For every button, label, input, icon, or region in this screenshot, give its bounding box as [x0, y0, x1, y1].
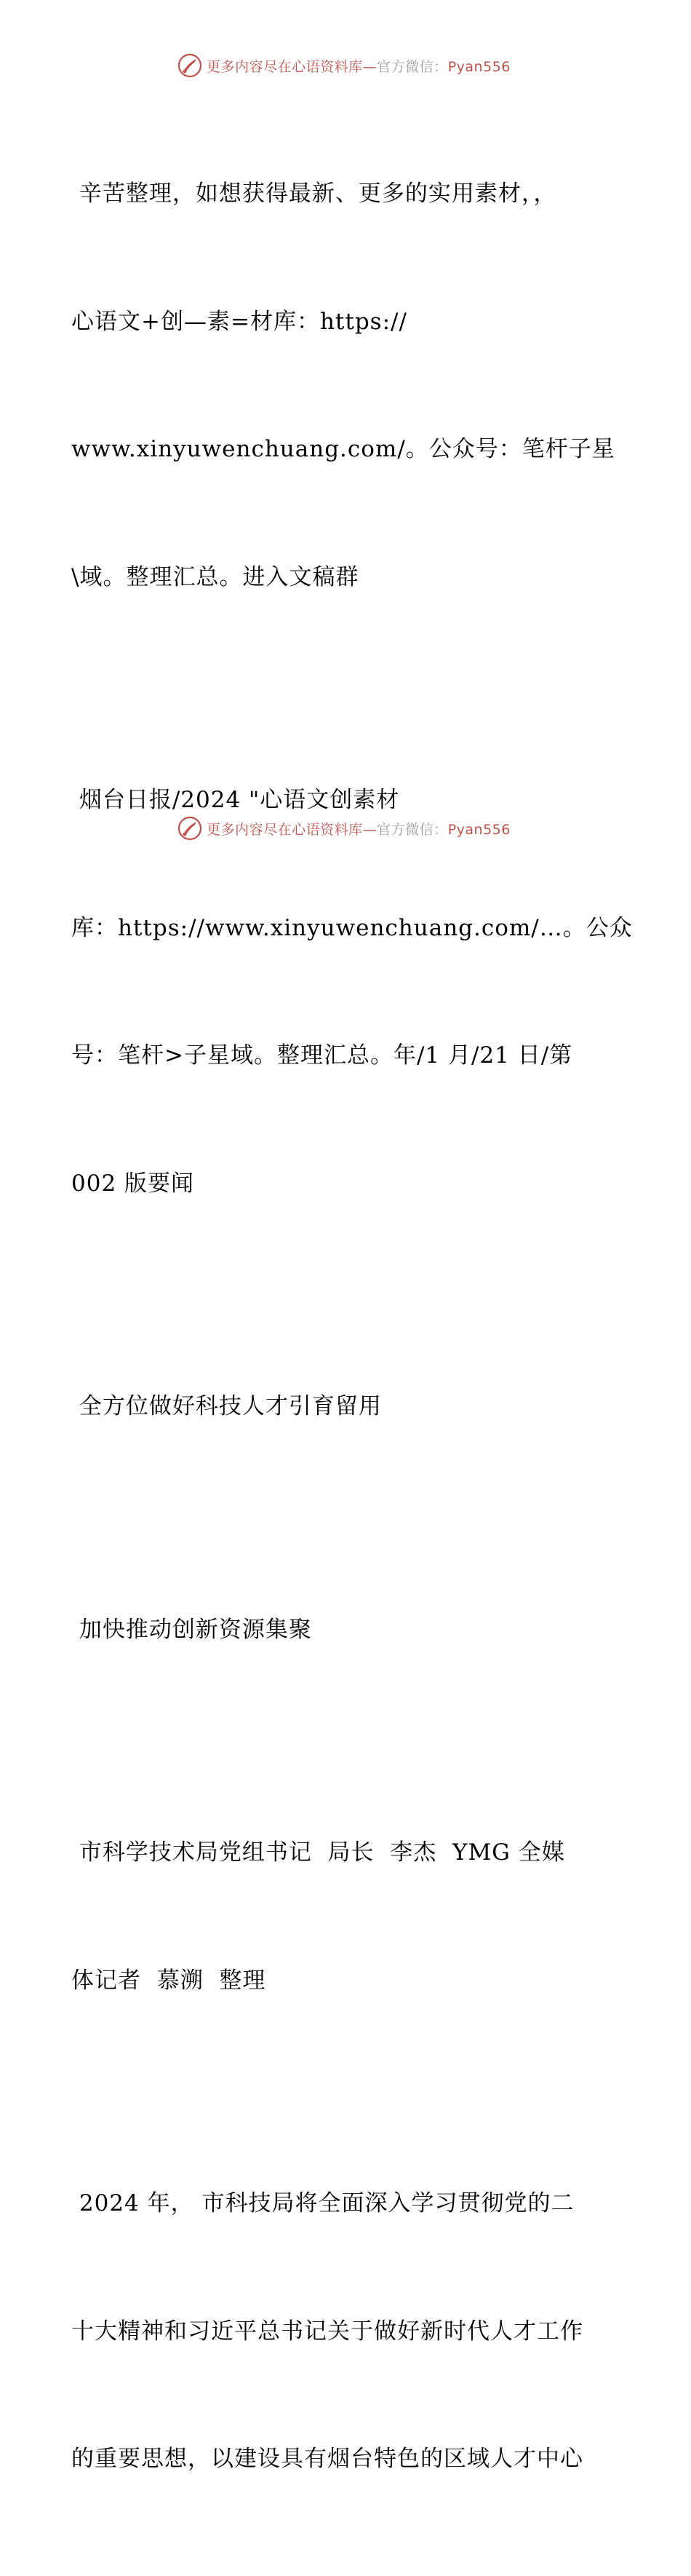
banner-dash: — — [362, 821, 378, 838]
banner-title: 更多内容尽在心语资料库 — [207, 58, 363, 75]
paragraph-intro — [71, 87, 624, 683]
header-banner-inner — [177, 53, 511, 78]
text-line: 的重要思想，以建设具有烟台特色的区域人才中心 — [71, 2446, 583, 2472]
text-line: \域。整理汇总。进入文稿群 — [71, 563, 359, 590]
text-line: 市科学技术局党组书记 局长 李杰 YMG 全媒 — [71, 1839, 565, 1866]
paragraph-source — [71, 694, 633, 1290]
text-line: 号：笔杆>子星域。整理汇总。年/1 月/21 日/第 — [71, 1042, 573, 1069]
banner-wechat-id: Pyan556 — [447, 58, 511, 75]
banner-wechat-label: 官方微信： — [377, 821, 448, 838]
brush-pen-logo-icon — [177, 816, 202, 841]
banner-dash: — — [362, 58, 378, 75]
banner-title: 更多内容尽在心语资料库 — [207, 821, 363, 838]
footer-banner-text — [207, 819, 511, 839]
footer-banner-inner — [177, 816, 511, 841]
text-line: 体记者 慕溯 整理 — [71, 1967, 266, 1994]
text-line: 2024 年， 市科技局将全面深入学习贯彻党的二 — [71, 2190, 575, 2216]
headline — [71, 1300, 624, 1513]
text-line: 全方位做好科技人才引育留用 — [71, 1393, 382, 1419]
text-line: 烟台日报/2024 "心语文创素材 — [71, 787, 400, 813]
text-line: 心语文+创—素=材库：https:// — [71, 308, 407, 335]
byline — [71, 1746, 624, 2087]
text-line: 库：https://www.xinyuwenchuang.com/…。公众 — [71, 914, 633, 941]
paragraph-body — [71, 2097, 624, 2566]
header-banner-text — [207, 56, 511, 76]
document-body — [71, 87, 633, 2576]
banner-wechat-id: Pyan556 — [447, 821, 511, 838]
text-line: 十大精神和习近平总书记关于做好新时代人才工作 — [71, 2318, 583, 2345]
header-banner — [0, 51, 691, 80]
text-line: 002 版要闻 — [71, 1170, 195, 1197]
subheadline — [71, 1523, 624, 1737]
banner-wechat-label: 官方微信： — [377, 58, 448, 75]
text-line: www.xinyuwenchuang.com/。公众号：笔杆子星 — [71, 436, 615, 462]
text-line: 辛苦整理，如想获得最新、更多的实用素材，， — [71, 181, 557, 207]
text-line: 加快推动创新资源集聚 — [71, 1616, 312, 1643]
brush-pen-logo-icon — [177, 53, 202, 78]
footer-banner — [0, 814, 691, 843]
